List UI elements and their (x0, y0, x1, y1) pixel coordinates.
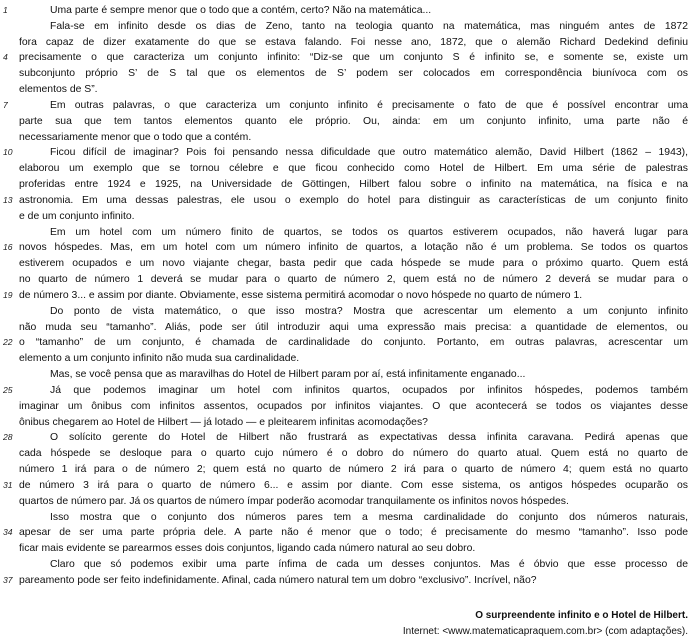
line-number: 37 (3, 574, 13, 585)
text-line (19, 304, 688, 320)
line-number: 1 (3, 5, 8, 15)
line-text: Em um hotel com um número finito de quartos, se todos os quartos estiverem ocupados, não haverá lugar para (50, 226, 688, 238)
text-line (3, 478, 688, 494)
line-number: 31 (3, 479, 13, 490)
text-line (19, 66, 688, 82)
text-line (19, 114, 688, 130)
line-text: ônibus chegarem ao Hotel de Hilbert — já lotado — e pleitearem infinitas acomodações? (19, 416, 428, 428)
line-number: 34 (3, 527, 13, 538)
line-text: pareamento pode ser feito indefinidamente. Afinal, cada número natural tem um dobro “exclusivo”. Incrível, não? (19, 574, 537, 586)
line-text: Já que podemos imaginar um hotel com infinitos quartos, ocupados por infinitos hóspedes, podemos também (50, 384, 688, 396)
source-block (403, 608, 688, 640)
line-text: estiverem ocupados e um novo viajante chegar, basta pedir que cada hóspede se mude para o próximo quarto. Quem está (19, 258, 688, 270)
line-number: 22 (3, 337, 13, 348)
line-text: Mas, se você pensa que as maravilhas do Hotel de Hilbert param por aí, está infinitamente enganado... (50, 369, 526, 381)
text-line (3, 145, 688, 161)
text-line (3, 430, 688, 446)
line-text: e de um conjunto infinito. (19, 210, 135, 222)
text-line (3, 383, 688, 399)
line-text: Ficou difícil de imaginar? Pois foi pensando nessa dificuldade que outro matemático alemão, David Hilbert (1862 – 1943), (50, 147, 688, 159)
text-line (19, 82, 688, 98)
line-text: quartos de número par. Já os quartos de número ímpar poderão acomodar tranquilamente os infinitos novos hóspedes. (19, 495, 569, 507)
line-text: de número 3 irá para o quarto de número 6... e assim por diante. Com esse sistema, os antigos hóspedes ocuparão os (19, 479, 688, 491)
source-reference: Internet: <www.matematicapraquem.com.br> (com adaptações). (402, 626, 688, 637)
line-text: elaborou um exemplo que se tornou célebre e que ficou conhecido como Hotel de Hilbert. Em uma série de palestras (19, 163, 688, 175)
text-line (3, 573, 688, 589)
text-line (19, 367, 688, 383)
text-line (19, 177, 688, 193)
line-text: Em outras palavras, o que caracteriza um conjunto infinito é precisamente o fato de que é possível encontrar uma (50, 99, 688, 111)
line-text: O solícito gerente do Hotel de Hilbert não frustrará as expectativas dessa infinita caravana. Pedirá apenas que (50, 432, 688, 444)
text-line (19, 462, 688, 478)
source-title: O surpreendente infinito e o Hotel de Hilbert. (475, 610, 688, 621)
line-number: 25 (3, 384, 13, 395)
text-line (3, 335, 688, 351)
text-line (19, 161, 688, 177)
text-line (19, 19, 688, 35)
text-line (19, 272, 688, 288)
line-number: 4 (3, 52, 8, 63)
text-line (19, 351, 688, 367)
line-number: 13 (3, 194, 13, 205)
line-number: 16 (3, 242, 13, 253)
text-body (3, 3, 688, 589)
text-line (19, 557, 688, 573)
line-text: cada hóspede se desloque para o quarto cujo número é o dobro do número do quarto atual. Quem está no quarto de (19, 448, 688, 460)
text-line (3, 3, 688, 19)
line-text: de número 3... e assim por diante. Obviamente, esse sistema permitirá acomodar o novo hóspede no quarto de número 1. (19, 289, 583, 301)
text-line (3, 525, 688, 541)
line-number: 19 (3, 289, 13, 300)
line-number: 28 (3, 432, 13, 443)
text-line (3, 240, 688, 256)
line-text: fora capaz de dizer exatamente do que se estava falando. Foi nesse ano, 1872, que o alemão Richard Dedekind definiu (19, 36, 688, 48)
text-line (19, 510, 688, 526)
line-text: não muda seu “tamanho”. Aliás, pode ser útil introduzir aqui uma expressão mais precisa: a quantidade de elementos, ou (19, 321, 688, 333)
text-line (19, 209, 688, 225)
text-line (19, 415, 688, 431)
text-line (3, 193, 688, 209)
line-number: 10 (3, 147, 13, 158)
line-text: ficar mais evidente se parearmos esses dois conjuntos, ligando cada número natural ao seu dobro. (19, 543, 476, 555)
text-line (19, 399, 688, 415)
line-text: no quarto de número 1 deverá se mudar para o quarto de número 2, quem está no de número 2 deverá se mudar para o (19, 274, 688, 286)
text-line (19, 446, 688, 462)
line-text: proferidas entre 1924 e 1925, na Universidade de Göttingen, Hilbert falou sobre o infinito na matemática, na física e na (19, 179, 688, 191)
line-text: o “tamanho” de um conjunto, é chamada de cardinalidade do conjunto. Portanto, em outras palavras, acrescentar um (19, 337, 688, 349)
text-line (19, 494, 688, 510)
line-text: Fala-se em infinito desde os dias de Zeno, tanto na teologia quanto na matemática, mas ninguém antes de 1872 (50, 20, 688, 32)
line-text: Isso mostra que o conjunto dos números pares tem a mesma cardinalidade do conjunto dos números naturais, (50, 511, 688, 523)
line-text: Uma parte é sempre menor que o todo que a contém, certo? Não na matemática... (50, 5, 432, 16)
line-text: novos hóspedes. Mas, em um hotel com um número infinito de quartos, a lotação não é um problema. Se todos os quartos (19, 242, 688, 254)
text-line (19, 541, 688, 557)
line-text: imaginar um ônibus com infinitos assentos, ocupados por infinitos viajantes. O que acontecerá se todos os viajantes desse (19, 400, 688, 412)
text-line (19, 35, 688, 51)
line-text: parte sua que tem tantos elementos quanto ele próprio. Ou, ainda: em um conjunto infinito, uma parte não é (19, 115, 688, 127)
line-text: apesar de ser uma parte própria dele. A parte não é menor que o todo; é precisamente do mesmo “tamanho”. Isso pode (19, 527, 688, 539)
line-text: elemento a um conjunto infinito não muda sua cardinalidade. (19, 353, 300, 365)
line-text: subconjunto próprio S’ de S tal que os elementos de S’ podem ser colocados em correspondência biunívoca com os (19, 68, 688, 80)
text-line (3, 50, 688, 66)
line-text: astronomia. Em uma dessas palestras, ele usou o exemplo do hotel para distinguir as características de um conjunto finito (19, 194, 688, 206)
text-line (19, 256, 688, 272)
text-line (3, 98, 688, 114)
line-text: elementos de S”. (19, 84, 98, 96)
line-text: precisamente o que caracteriza um conjunto infinito: “Diz-se que um conjunto S é infinito se, e somente se, existe um (19, 52, 688, 64)
text-line (19, 320, 688, 336)
line-text: necessariamente menor que o todo que a contém. (19, 131, 252, 143)
text-line (19, 225, 688, 241)
line-number: 7 (3, 99, 8, 110)
line-text: Do ponto de vista matemático, o que isso mostra? Mostra que acrescentar um elemento a um conjunto infinito (50, 305, 688, 317)
text-line (3, 288, 688, 304)
line-text: Claro que só podemos exibir uma parte ínfima de cada um desses conjuntos. Mas é óbvio que esse processo de (50, 558, 688, 570)
text-line (19, 130, 688, 146)
line-text: número 1 irá para o de número 2; quem está no quarto de número 2 irá para o quarto de número 4; quem está no quarto (19, 464, 688, 476)
